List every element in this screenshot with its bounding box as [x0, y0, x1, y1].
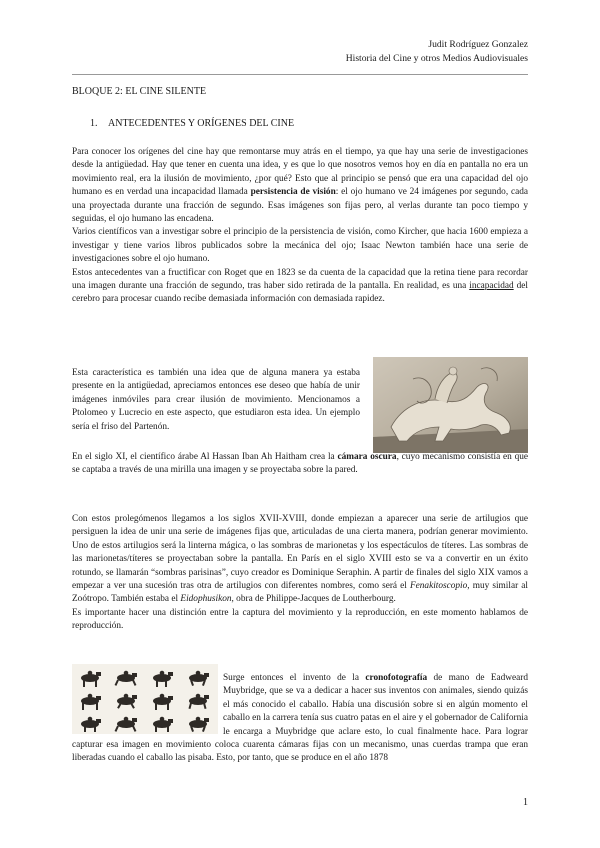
header-author: Judit Rodríguez Gonzalez	[428, 39, 528, 50]
block-title: BLOQUE 2: EL CINE SILENTE	[72, 86, 207, 97]
paragraph-2: Varios científicos van a investigar sobre el principio de la persistencia de visión, como Kircher, que hacia 1600 empieza a investigar y tiene varios libros publicados sobre la mecánica del ojo; Isaac Newton también hace una serie de investigaciones sobre el ojo humano.	[72, 227, 528, 265]
paragraph-4: Esta característica es también una idea que de alguna manera ya estaba presente en la antigüedad, apreciamos entonces ese deseo que había de unir imágenes inmóviles para crear ilusión de movimiento. Mencionamos a Ptolomeo y Lucrecio en este aspecto, que estudiaron esta idea. Un ejemplo sería el friso del Partenón.	[72, 368, 360, 432]
bold-term-persistencia: persistencia de visión	[250, 187, 336, 198]
section-title: ANTECEDENTES Y ORÍGENES DEL CINE	[108, 118, 295, 129]
header-rule	[72, 74, 528, 75]
bold-term-camara-oscura: cámara oscura	[337, 452, 397, 462]
paragraph-6: Con estos prolegómenos llegamos a los siglos XVII-XVIII, donde empiezan a aparecer una serie de artilugios que persiguen la idea de unir una serie de imágenes fijas que, articuladas de una cierta manera, podrían generar movimiento. Uno de estos artilugios será la linterna mágica, o las sombras de marionetas y los espectáculos de títeres. Las sombras de las marionetas/títeres se proyectaban sobre la pantalla. En París en el siglo XVIII esto se va a convertir en un éxito rotundo, se llamarán “sombras parisinas”, cuyo creador es Dominique Seraphin. A partir de finales del siglo XIX vamos a empezar a ver una sucesión tras otra de artilugios con diferentes nombres, como será el Fenakitoscopio, muy similar al Zoótropo. También estaba el Eidophusikon, obra de Philippe-Jacques de Loutherbourg.	[72, 514, 528, 605]
paragraph-1: Para conocer los orígenes del cine hay que remontarse muy atrás en el tiempo, ya que hay una serie de investigaciones desde la antigüedad. Hay que tener en cuenta una idea, y es que lo que nosotros vemos hoy en día en pantalla no era un movimiento real, era la ilusión de movimiento, ¿por qué? Esto que al principio se pensó que era una capacidad del ojo humano es en verdad una incapacidad llamada persistencia de visión: el ojo humano ve 24 imágenes por segundo, cada una proyectada durante una fracción de segundo. Esas imágenes son fijas pero, al verlas durante tan poco tiempo y seguidas, el ojo humano las encadena.	[72, 147, 528, 225]
paragraph-8: Surge entonces el invento de la cronofotografía de mano de Eadweard Muybridge, que se va a dedicar a hacer sus inventos con animales, siendo quizás el más conocido el caballo. Había una discusión sobre si en algún momento el caballo en la carrera tenía sus cuatro patas en el aire y el gobernador de California le encarga a Muybridge que aclare esto, lo cual finalmente hace. Para lograr capturar esa imagen en movimiento coloca cuarenta cámaras fijas con un mecanismo, unas cuerdas trampa que eran liberadas cuando el caballo las pisaba. Esto, por tanto, que se produce en el año 1878	[72, 673, 529, 764]
body-text-top	[72, 146, 528, 307]
italic-term-fenakitoscopio: Fenakitoscopio	[409, 581, 468, 592]
section-number: 1.	[90, 118, 98, 129]
bold-term-cronofotografia: cronofotografía	[365, 673, 428, 683]
underlined-term: incapacidad	[469, 281, 514, 292]
image-float-spacer	[72, 672, 223, 739]
paragraph-5: En el siglo XI, el científico árabe Al Hassan Iban Ah Haitham crea la cámara oscura, cuyo mecanismo consistía en que se captaba a través de una mirilla una imagen y se proyectaba sobre la pared.	[72, 452, 528, 476]
parthenon-frieze-image	[373, 357, 528, 453]
italic-term-eidophusikon: Eidophusikon	[180, 594, 232, 605]
section-heading	[90, 118, 294, 129]
body-text-middle	[72, 513, 528, 634]
paragraph-3: Estos antecedentes van a fructificar con Roget que en 1823 se da cuenta de la capacidad que la retina tiene para recordar una imagen durante una fracción de segundo, tras haber sido retirada de la pantalla. En realidad, es una incapacidad del cerebro para procesar cuando recibe demasiada información con demasiada rapidez.	[72, 267, 528, 305]
page-number: 1	[523, 797, 528, 808]
header-course: Historia del Cine y otros Medios Audiovisuales	[345, 53, 528, 64]
paragraph-7: Es importante hacer una distinción entre la captura del movimiento y la reproducción, en este momento hablamos de reproducción.	[72, 607, 528, 632]
page-header	[346, 38, 528, 66]
